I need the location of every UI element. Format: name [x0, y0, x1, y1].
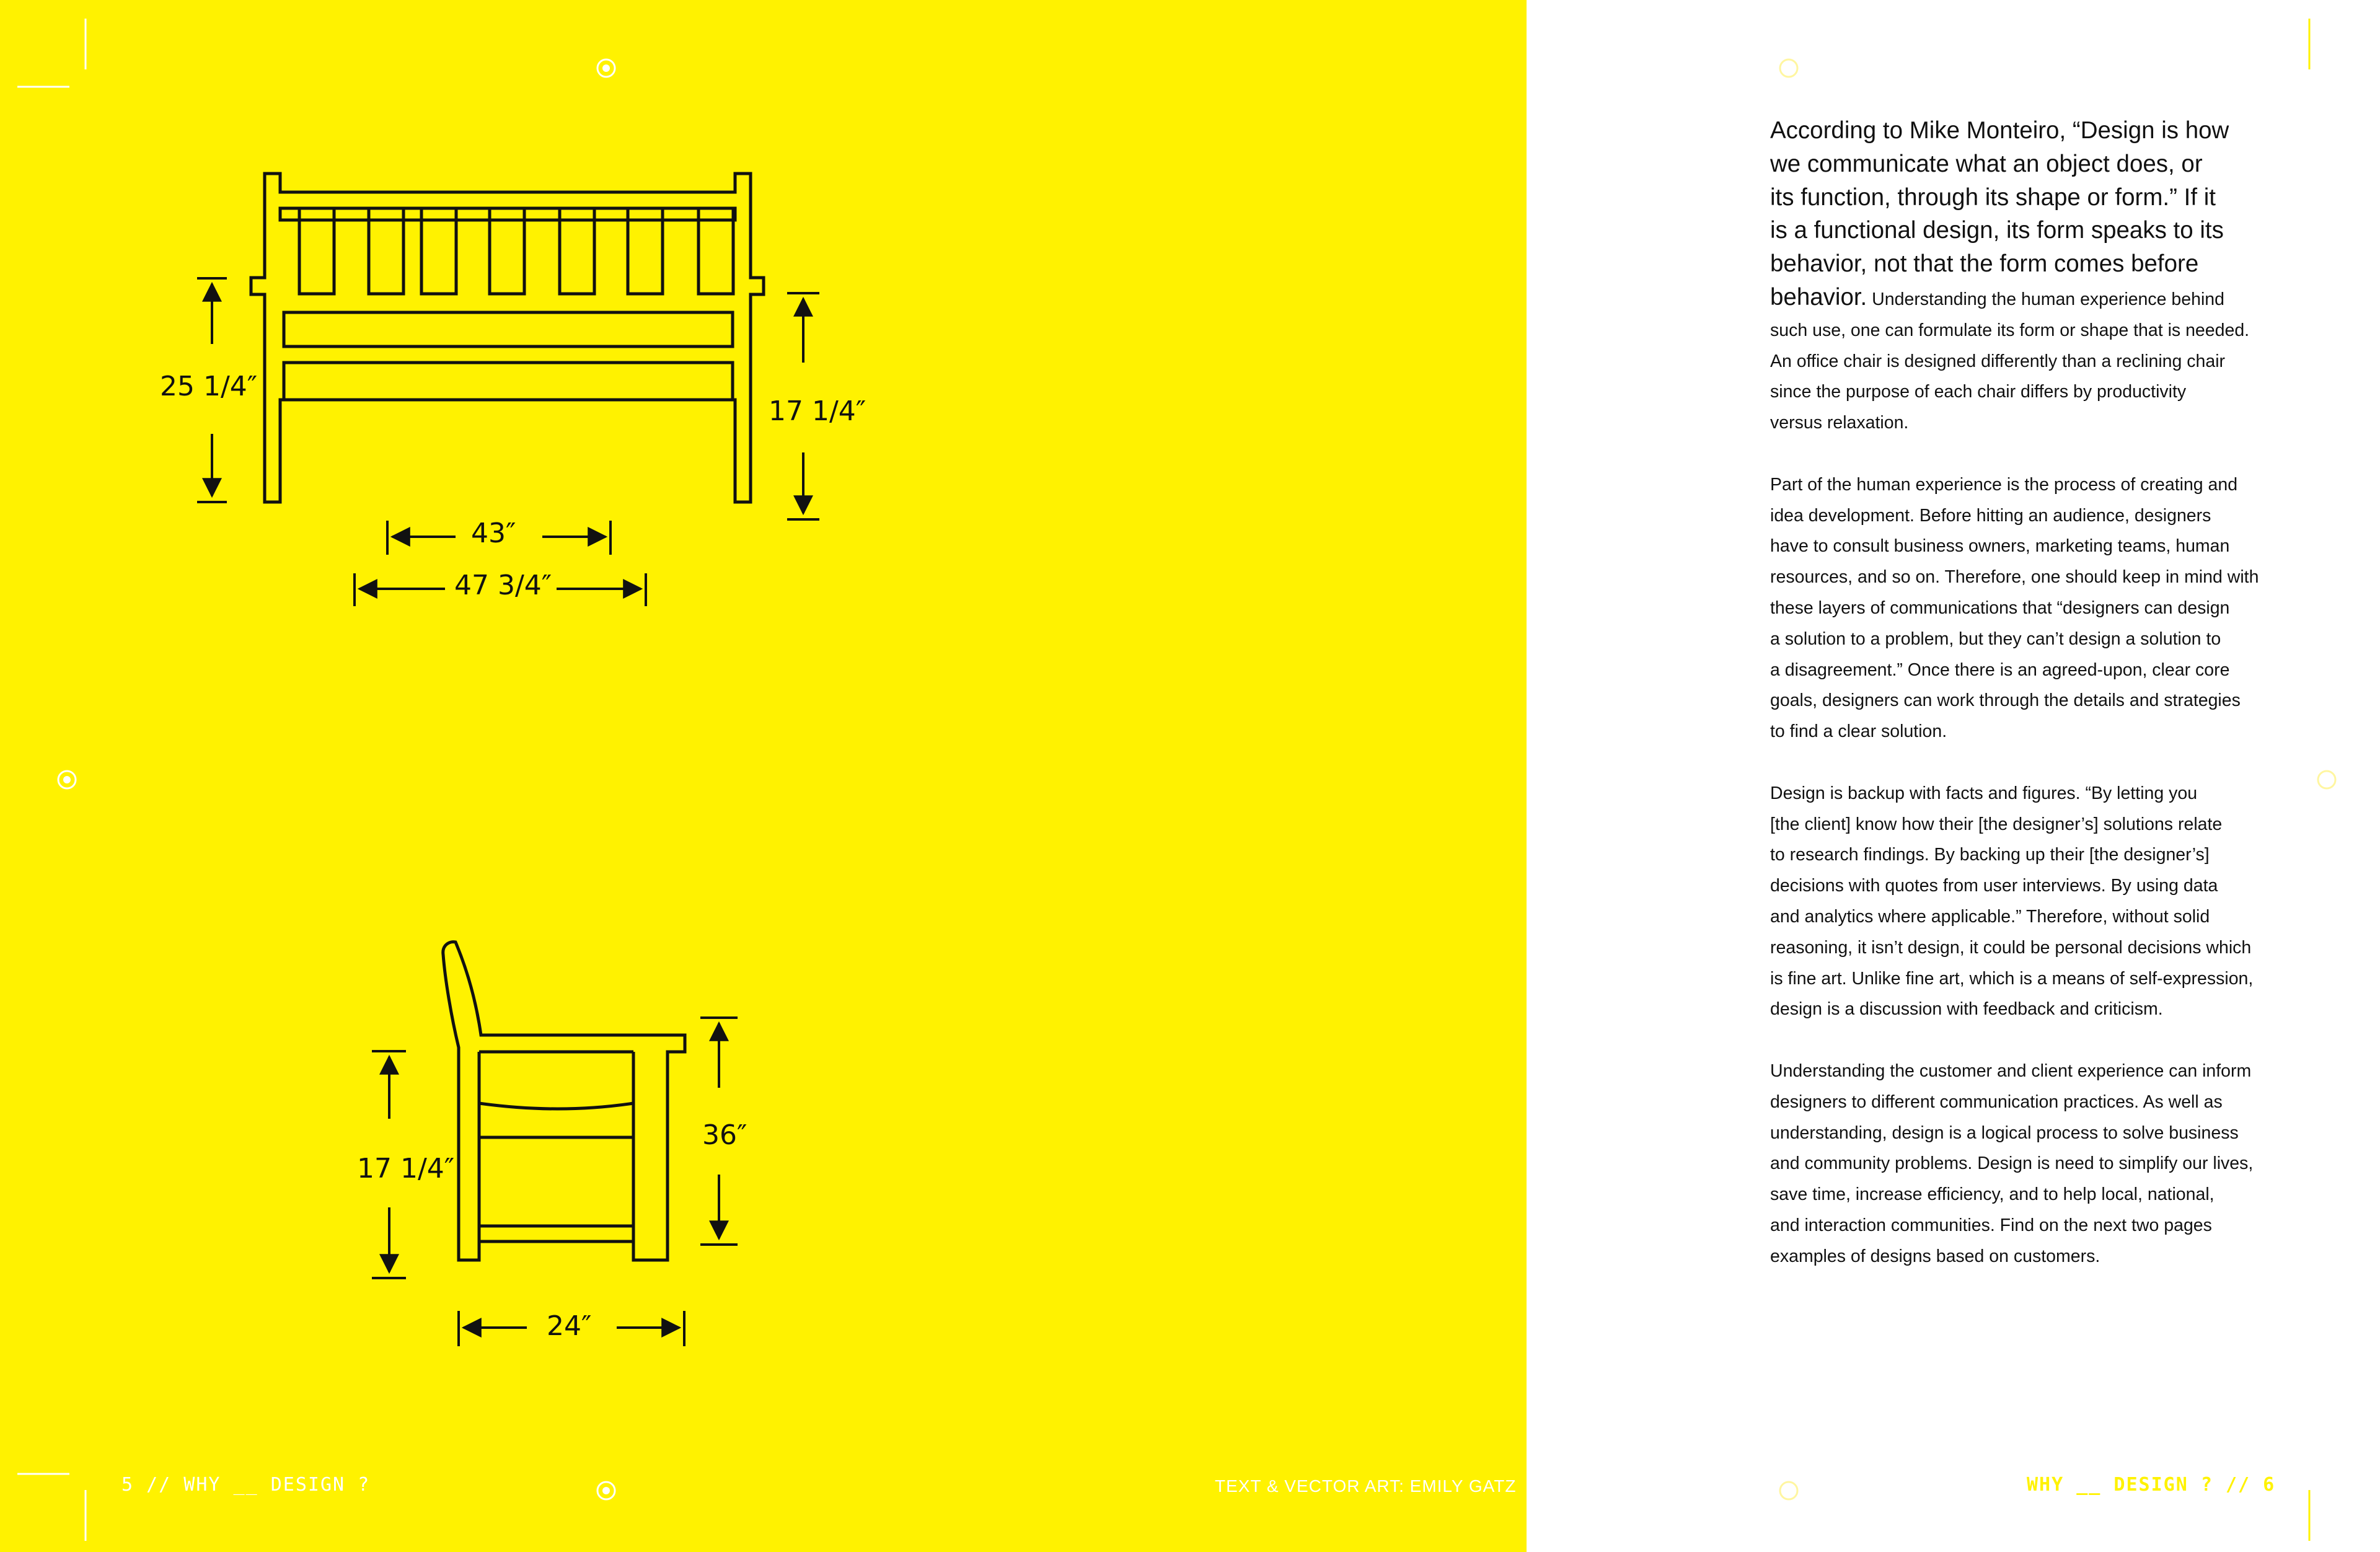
body-line: is fine art. Unlike fine art, which is a means of self-expression,: [1770, 968, 2254, 989]
intro-body-line: versus relaxation.: [1770, 413, 1909, 433]
intro-lead-line: its function, through its shape or form.” If it: [1770, 183, 2216, 211]
side-overall-height-label: 36″: [702, 1119, 747, 1151]
intro-lead-line: behavior.: [1770, 283, 1867, 311]
body-line: have to consult business owners, marketing teams, human: [1770, 536, 2230, 557]
art-credit: TEXT & VECTOR ART: EMILY GATZ: [1215, 1476, 1517, 1496]
body-line: save time, increase efficiency, and to help local, national,: [1770, 1184, 2215, 1205]
intro-lead-line: is a functional design, its form speaks to its: [1770, 217, 2224, 244]
intro-body-line: Understanding the human experience behind: [1867, 289, 2225, 309]
body-line: and analytics where applicable.” Therefore, without solid: [1770, 906, 2210, 927]
body-line: and interaction communities. Find on the next two pages: [1770, 1215, 2212, 1235]
body-line: to research findings. By backing up their [the designer’s]: [1770, 845, 2210, 865]
intro-lead-line: we communicate what an object does, or: [1770, 150, 2203, 177]
bench-side-view: [443, 942, 685, 1260]
intro-body-line: such use, one can formulate its form or shape that is needed.: [1770, 320, 2250, 340]
intro-body-line: An office chair is designed differently than a reclining chair: [1770, 351, 2226, 371]
body-line: goals, designers can work through the details and strategies: [1770, 690, 2241, 711]
bench-front-view: [251, 174, 764, 502]
intro-paragraph: [1770, 115, 2266, 439]
intro-lead-line: According to Mike Monteiro, “Design is how: [1770, 117, 2229, 144]
body-line: [the client] know how their [the designer’s] solutions relate: [1770, 814, 2223, 834]
body-line: a disagreement.” Once there is an agreed-upon, clear core: [1770, 659, 2230, 680]
body-line: to find a clear solution.: [1770, 721, 1947, 742]
body-line: Part of the human experience is the process of creating and: [1770, 474, 2238, 495]
article-text-column: [1770, 115, 2266, 1303]
body-line: design is a discussion with feedback and criticism.: [1770, 999, 2163, 1020]
body-line: resources, and so on. Therefore, one should keep in mind with: [1770, 567, 2259, 588]
side-depth-label: 24″: [547, 1310, 592, 1342]
front-overall-width-label: 47 3/4″: [454, 570, 552, 601]
intro-body-line: since the purpose of each chair differs by productivity: [1770, 382, 2187, 402]
body-line: designers to different communication practices. As well as: [1770, 1091, 2223, 1112]
intro-lead-line: behavior, not that the form comes before: [1770, 250, 2199, 278]
body-line: reasoning, it isn’t design, it could be personal decisions which: [1770, 937, 2252, 958]
body-line: idea development. Before hitting an audience, designers: [1770, 505, 2211, 526]
body-line: Design is backup with facts and figures. “By letting you: [1770, 783, 2198, 803]
paragraph-2: [1770, 470, 2266, 747]
paragraph-3: [1770, 778, 2266, 1025]
body-line: Understanding the customer and client experience can inform: [1770, 1060, 2252, 1081]
front-seat-height-label: 17 1/4″: [769, 395, 866, 427]
body-line: examples of designs based on customers.: [1770, 1246, 2100, 1266]
body-line: these layers of communications that “designers can design: [1770, 597, 2230, 618]
left-folio: 5 // WHY __ DESIGN ?: [121, 1474, 371, 1496]
front-height-label: 25 1/4″: [160, 371, 258, 402]
body-line: decisions with quotes from user interviews. By using data: [1770, 876, 2218, 896]
right-folio: WHY __ DESIGN ? // 6: [2027, 1474, 2276, 1496]
front-seat-width-label: 43″: [471, 518, 516, 549]
body-line: a solution to a problem, but they can’t design a solution to: [1770, 628, 2221, 649]
side-seat-height-label: 17 1/4″: [357, 1153, 455, 1184]
bench-front-dimension-lines: [197, 278, 819, 606]
paragraph-4: [1770, 1056, 2266, 1272]
body-line: understanding, design is a logical process to solve business: [1770, 1122, 2239, 1143]
body-line: and community problems. Design is need to simplify our lives,: [1770, 1153, 2254, 1174]
